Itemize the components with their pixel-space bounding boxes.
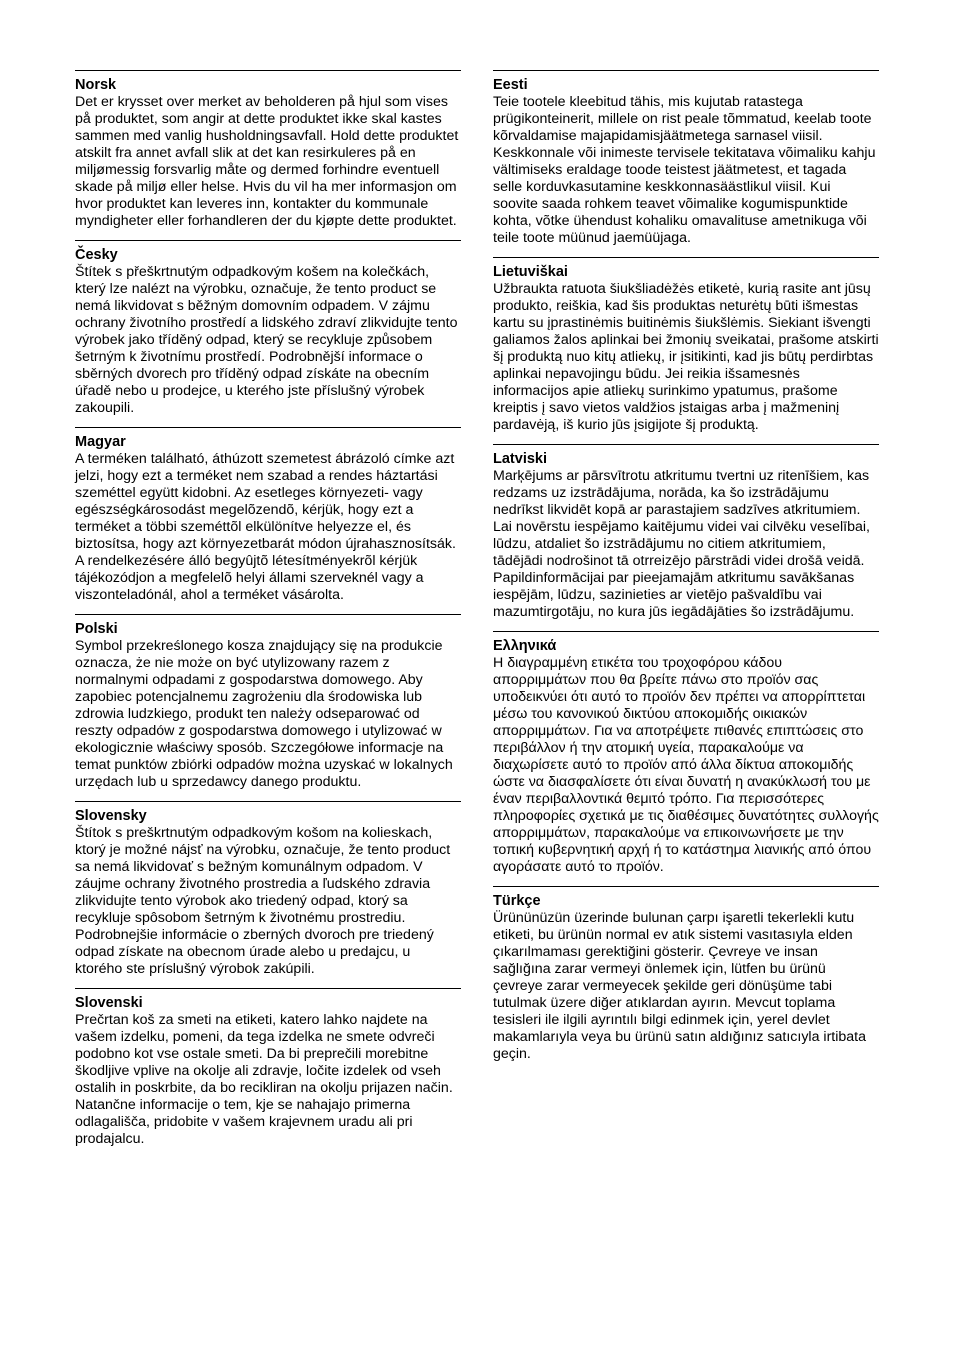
section-title: Lietuviškai — [493, 264, 568, 280]
section-turkce — [493, 886, 879, 1063]
section-title: Türkçe — [493, 893, 541, 909]
section-slovenski — [75, 988, 461, 1148]
left-column — [75, 70, 461, 1158]
section-body: Marķējums ar pārsvītrotu atkritumu tvertni uz ritenīšiem, kas redzams uz izstrādājuma, norāda, ka šo izstrādājumu nedrīkst likvidēt kopā ar parastajiem sadzīves atkritumiem. Lai novērstu iespējamo kaitējumu videi vai cilvēku veselībai, lūdzu, atdaliet šo izstrādājumu no citiem atkritumiem, tādējādi nodrošinot tā otrreizējo pārstrādi videi drošā veidā. Papildinformācijai par pieejamajām atkritumu savākšanas iespējām, lūdzu, sazinieties ar vietējo pašvaldību vai mazumtirgotāju, no kura jūs iegādājāties šo izstrādājumu. — [493, 468, 870, 620]
section-ellinika — [493, 631, 879, 876]
section-title: Eesti — [493, 77, 528, 93]
section-title: Norsk — [75, 77, 117, 93]
section-body: Det er krysset over merket av beholderen på hjul som vises på produktet, som angir at dette produktet ikke skal kastes sammen med vanlig husholdningsavfall. Hold dette produktet atskilt fra annet avfall slik at det kan resirkuleres på en miljømessig forsvarlig måte og dermed forhindre eventuell skade på miljø eller helse. Hvis du vil ha mer informasjon om hvor produktet kan leveres inn, kontakter du kommunale myndigheter eller forhandleren der du kjøpte dette produktet. — [75, 94, 459, 229]
section-norsk — [75, 70, 461, 230]
section-title: Česky — [75, 247, 118, 263]
section-latviski — [493, 444, 879, 621]
section-polski — [75, 614, 461, 791]
section-title: Slovenski — [75, 995, 143, 1011]
section-body: Ürününüzün üzerinde bulunan çarpı işaretli tekerlekli kutu etiketi, bu ürünün normal ev atık sistemi vasıtasıyla elden çıkarılmaması gerektiğini gösterir. Çevreye ve insan sağlığına zarar vermeyi önlemek için, lütfen bu ürünü çevreye zarar vermeyecek şekilde geri dönüşüme tabi tutulmak üzere diğer atıklardan ayırın. Mevcut toplama tesisleri ile ilgili ayrıntılı bilgi edinmek için, yerel devlet makamlarıyla veya bu ürünü satın aldığınız satıcıyla irtibata geçin. — [493, 910, 866, 1062]
section-body: Teie tootele kleebitud tähis, mis kujutab ratastega prügikonteinerit, millele on rist peale tõmmatud, keelab toote kõrvaldamise majapidamisjäätmetega sarnasel viisil. Keskkonnale või inimeste tervisele tekitatava võimaliku kahju vältimiseks eraldage toode teistest jäätmetest, et tagada selle korduvkasutamine keskkonnasäästlikul viisil. Kui soovite saada rohkem teavet võimalike kogumispunktide kohta, võtke ühendust kohaliku omavalituse ametnikuga või teile toote müünud jaemüüjaga. — [493, 94, 876, 246]
section-body: Štítek s přeškrtnutým odpadkovým košem na kolečkách, který lze nalézt na výrobku, označuje, že tento product se nemá likvidovat s běžným domovním odpadem. V zájmu ochrany životního prostředí a lidského zdraví zlikvidujte tento výrobek jako tříděný odpad, který se recykluje způsobem šetrným k životnímu prostředí. Podrobnější informace o sběrných dvorech pro tříděný odpad získáte na obecním úřadě nebo u prodejce, u kterého jste příslušný výrobek zakoupili. — [75, 264, 458, 416]
section-cesky — [75, 240, 461, 417]
section-slovensky — [75, 801, 461, 978]
section-body: Štítok s preškrtnutým odpadkovým košom na kolieskach, ktorý je možné nájsť na výrobku, označuje, že tento product sa nemá likvidovať s bežným komunálnym odpadom. V záujme ochrany životného prostredia a ľudského zdravia zlikvidujte tento výrobok ako triedený odpad, ktorý sa recykluje spôsobom šetrným k životnému prostrediu. Podrobnejšie informácie o zberných dvoroch pre triedený odpad získate na obecnom úrade alebo u predajcu, u ktorého ste príslušný výrobok zakúpili. — [75, 825, 451, 977]
section-eesti — [493, 70, 879, 247]
section-magyar — [75, 427, 461, 604]
section-title: Ελληνικά — [493, 638, 557, 654]
section-title: Latviski — [493, 451, 547, 467]
section-lietuviskai — [493, 257, 879, 434]
section-title: Magyar — [75, 434, 126, 450]
section-title: Polski — [75, 621, 118, 637]
section-title: Slovensky — [75, 808, 147, 824]
right-column — [493, 70, 879, 1158]
section-body: A terméken található, áthúzott szemetest ábrázoló címke azt jelzi, hogy ezt a terméket nem szabad a rendes háztartási szeméttel együtt kidobni. Az esetleges környezeti- vagy egészségkárosodást megelõzendõ, kérjük, hogy ezt a terméket a többi szeméttõl elkülönítve helyezze el, és biztosítsa, hogy azt környezetbarát módon újrahasznosítsák. A rendelkezésére álló begyûjtõ létesítményekrõl kérjük tájékozódjon a megfelelõ helyi állami szerveknél vagy a viszonteladónál, ahol a terméket vásárolta. — [75, 451, 456, 603]
section-body: Η διαγραμμένη ετικέτα του τροχοφόρου κάδου απορριμμάτων που θα βρείτε πάνω στο προϊόν σας υποδεικνύει ότι αυτό το προϊόν δεν πρέπει να απορρίπτεται μέσω του κανονικού δικτύου αποκομιδής οικιακών απορριμμάτων. Για να αποτρέψετε πιθανές επιπτώσεις στο περιβάλλον ή την ατομική υγεία, παρακαλούμε να διαχωρίσετε αυτό το προϊόν από άλλα δίκτυα αποκομιδής ώστε να διασφαλίσετε ότι είναι δυνατή η ανακύκλωσή του με έναν περιβαλλοντικά θεμιτό τρόπο. Για περισσότερες πληροφορίες σχετικά με τις διαθέσιμες δυνατότητες συλλογής απορριμμάτων, παρακαλούμε να επικοινωνήσετε με την τοπική κυβερνητική αρχή ή το κατάστημα λιανικής από όπου αγοράσατε αυτό το προϊόν. — [493, 655, 879, 875]
section-body: Užbraukta ratuota šiukšliadėžės etiketė, kurią rasite ant jūsų produkto, reiškia, kad šis produktas neturėtų būti išmestas kartu su įprastinėmis buitinėmis šiukšlėmis. Siekiant išvengti galiamos žalos aplinkai bei žmonių sveikatai, prašome atskirti šį produktą nuo kitų atliekų, ir įsitikinti, kad jis būtų perdirbtas aplinkai nepavojingu būdu. Jei reikia išsamesnės informacijos apie atliekų surinkimo ypatumus, prašome kreiptis į savo vietos valdžios įstaigas arba į mažmeninį pardavėją, iš kurio jūs įsigijote šį produktą. — [493, 281, 879, 433]
document-page — [75, 70, 879, 1158]
section-body: Prečrtan koš za smeti na etiketi, katero lahko najdete na vašem izdelku, pomeni, da tega izdelka ne smete odvreči podobno kot vse ostale smeti. Da bi preprečili morebitne škodljive vplive na okolje ali zdravje, ločite izdelek od vseh ostalih in poskrbite, da bo recikliran na okolju prijazen način. Natančne informacije o tem, kje se nahajajo primerna odlagališča, pridobite v vašem krajevnem uradu ali pri prodajalcu. — [75, 1012, 453, 1147]
section-body: Symbol przekreślonego kosza znajdujący się na produkcie oznacza, że nie może on być utylizowany razem z normalnymi odpadami z gospodarstwa domowego. Aby zapobiec potencjalnemu zagrożeniu dla środowiska lub zdrowia ludzkiego, produkt ten należy odseparować od reszty odpadów z gospodarstwa domowego i utylizować w ekologicznie właściwy sposób. Szczegółowe informacje na temat punktów zbiórki odpadów można uzyskać w lokalnych urzędach lub u sprzedawcy danego produktu. — [75, 638, 453, 790]
